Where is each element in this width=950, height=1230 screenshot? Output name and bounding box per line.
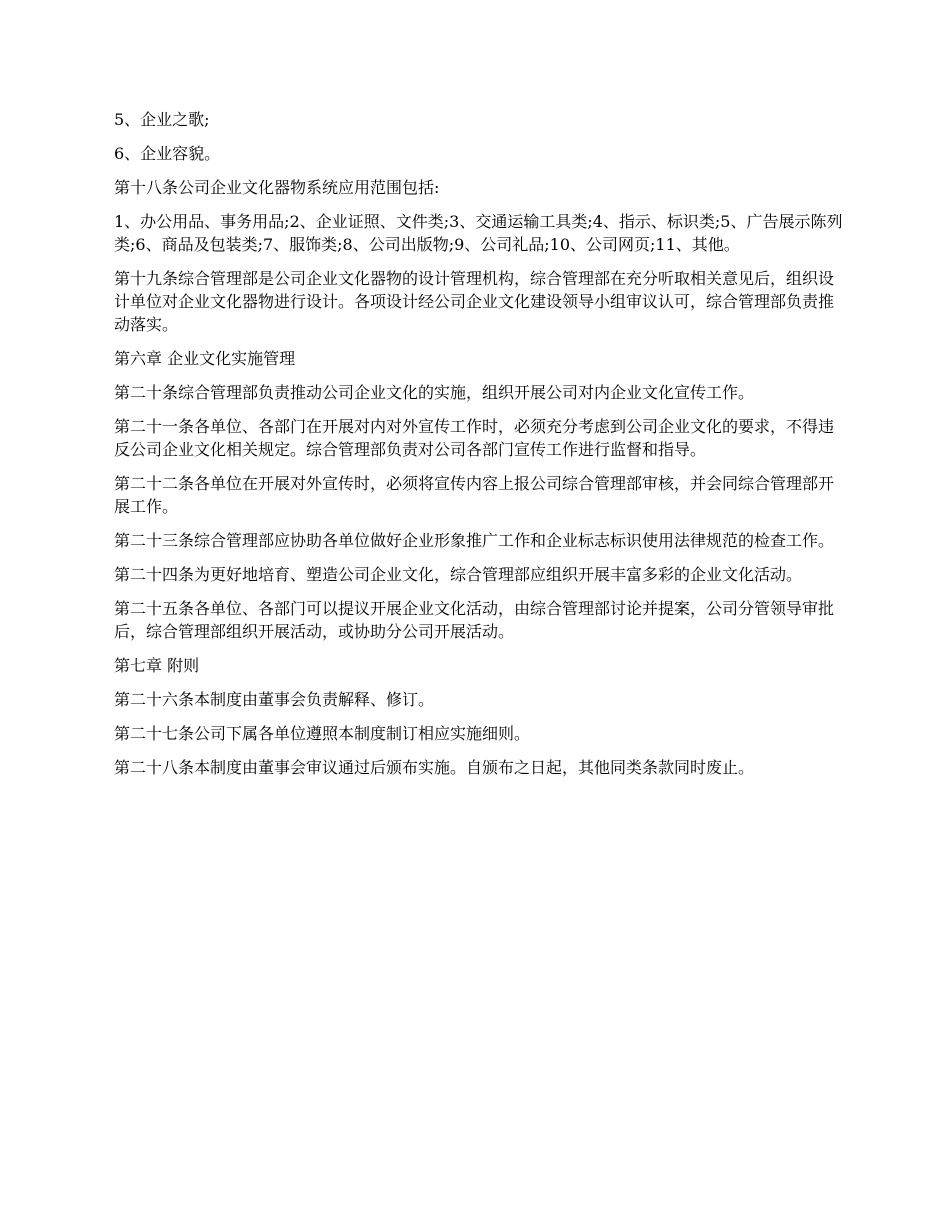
article-26: 第二十六条本制度由董事会负责解释、修订。 [114,690,435,709]
article-24: 第二十四条为更好地培育、塑造公司企业文化，综合管理部应组织开展丰富多彩的企业文化活动。 [114,565,803,584]
list-item-5: 5、企业之歌; [114,110,210,129]
chapter-6-heading: 第六章 企业文化实施管理 [114,349,296,368]
article-18-scope-list: 1、办公用品、事务用品;2、企业证照、文件类;3、交通运输工具类;4、指示、标识类;5、广告展示陈列类;6、商品及包装类;7、服饰类;8、公司出版物;9、公司礼品;10、公司网页;11、其他。 [114,212,843,254]
article-22: 第二十二条各单位在开展对外宣传时，必须将宣传内容上报公司综合管理部审核，并会同综合管理部开展工作。 [114,474,835,516]
article-28: 第二十八条本制度由董事会审议通过后颁布实施。自颁布之日起，其他同类条款同时废止。 [114,758,755,777]
article-20: 第二十条综合管理部负责推动公司企业文化的实施，组织开展公司对内企业文化宣传工作。 [114,383,755,402]
article-27: 第二十七条公司下属各单位遵照本制度制订相应实施细则。 [114,724,531,743]
article-25: 第二十五条各单位、各部门可以提议开展企业文化活动，由综合管理部讨论并提案，公司分管领导审批后，综合管理部组织开展活动，或协助分公司开展活动。 [114,599,835,641]
article-23: 第二十三条综合管理部应协助各单位做好企业形象推广工作和企业标志标识使用法律规范的检查工作。 [114,531,835,550]
chapter-7-heading: 第七章 附则 [114,656,200,675]
article-21: 第二十一条各单位、各部门在开展对内对外宣传工作时，必须充分考虑到公司企业文化的要求，不得违反公司企业文化相关规定。综合管理部负责对公司各部门宣传工作进行监督和指导。 [114,417,835,459]
article-18: 第十八条公司企业文化器物系统应用范围包括: [114,178,440,197]
list-item-6: 6、企业容貌。 [114,144,221,163]
document-body [114,108,844,790]
article-19: 第十九条综合管理部是公司企业文化器物的设计管理机构，综合管理部在充分听取相关意见后，组织设计单位对企业文化器物进行设计。各项设计经公司企业文化建设领导小组审议认可，综合管理部负责推动落实。 [114,269,835,334]
